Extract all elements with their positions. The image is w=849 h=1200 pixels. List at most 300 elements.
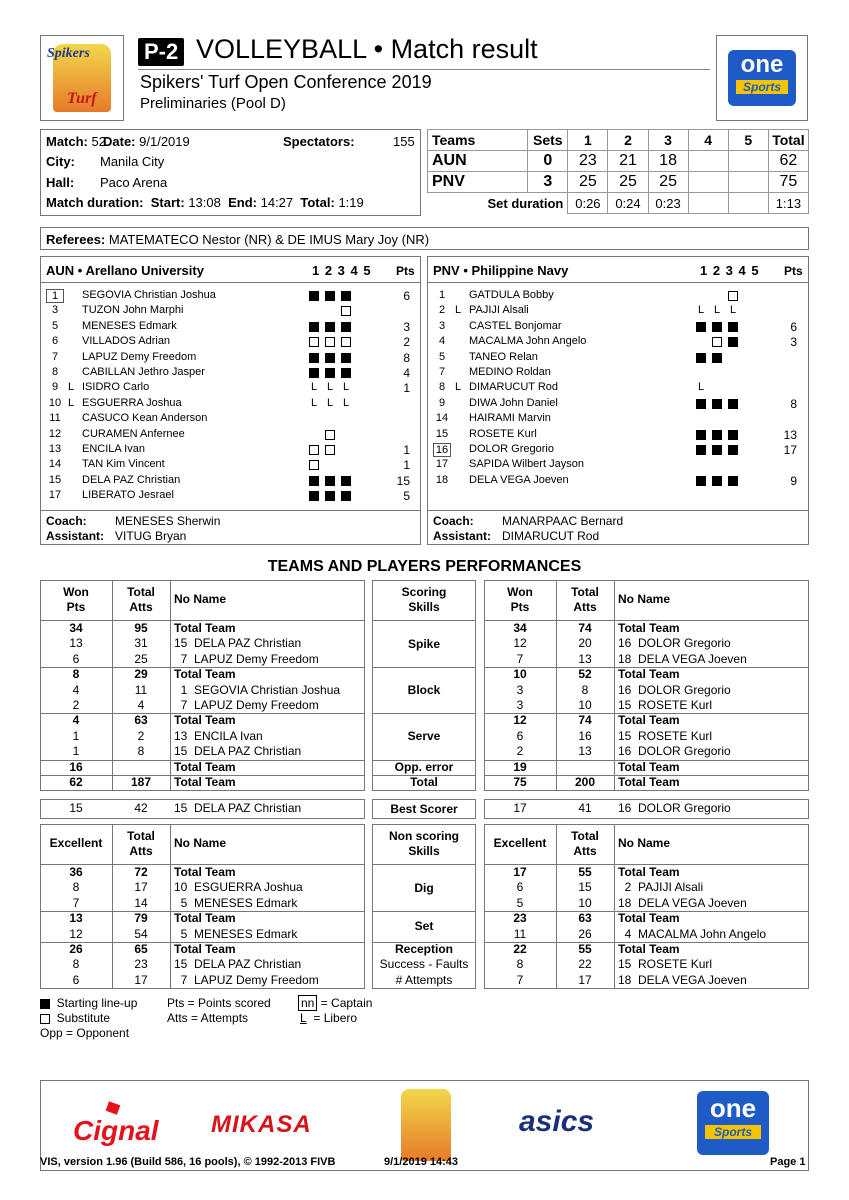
total-value: 8 (137, 744, 145, 759)
player-name: CASUCO Kean Anderson (82, 412, 208, 425)
set-participation (728, 430, 738, 440)
player-row (431, 428, 801, 443)
won-value: 8 (72, 880, 80, 895)
set-participation (712, 322, 722, 332)
player-points: 6 (790, 319, 797, 334)
player-row (431, 351, 801, 366)
set-participation: L (698, 381, 705, 394)
player-name: LIBERATO Jesrael (82, 489, 174, 502)
won-value: 7 (516, 972, 524, 987)
skill-label: Set (414, 919, 434, 934)
player-name: Total Team (618, 621, 680, 635)
player-name: 4 MACALMA John Angelo (618, 926, 767, 941)
player-name: DELA PAZ Christian (82, 473, 181, 486)
one-sports-sponsor-logo: one Sports (697, 1091, 769, 1155)
table-cell: Won (63, 585, 89, 599)
player-number: 6 (51, 335, 59, 348)
won-value: 6 (72, 651, 80, 666)
total-value: 95 (134, 621, 148, 635)
player-name: Total Team (618, 759, 680, 774)
won-value: 11 (513, 926, 527, 941)
won-value: 1 (72, 744, 80, 759)
player-number: 2 (438, 304, 446, 317)
player-name: Total Team (618, 713, 680, 728)
set-participation: L (327, 396, 334, 409)
libero-mark: L (68, 396, 75, 409)
total-value: 42 (134, 801, 148, 816)
table-divider (372, 864, 476, 865)
asics-logo: asics (519, 1105, 595, 1138)
won-value: 13 (69, 636, 83, 651)
total-value: 74 (578, 621, 592, 635)
set-participation (728, 399, 738, 409)
won-value: 26 (69, 942, 83, 956)
player-name: ISIDRO Carlo (82, 381, 150, 394)
table-cell: No Name (174, 592, 227, 606)
skill-label: Opp. error (394, 759, 454, 774)
set-participation (309, 337, 319, 347)
player-number: 16 (433, 443, 451, 457)
won-value: 7 (72, 895, 80, 910)
player-number: 17 (435, 458, 449, 471)
player-row (44, 335, 414, 350)
total-value: 63 (134, 713, 148, 728)
table-divider (170, 824, 171, 989)
won-value: 4 (72, 713, 80, 728)
player-name: Total Team (174, 942, 236, 956)
libero-mark: L (455, 381, 462, 394)
won-value: 19 (513, 759, 527, 774)
player-row (44, 458, 414, 473)
player-row (44, 443, 414, 458)
set-participation (341, 368, 351, 378)
player-number: 1 (438, 289, 446, 301)
player-number: 8 (51, 366, 59, 378)
player-name: 18 DELA VEGA Joeven (618, 972, 747, 987)
team-a-name: AUN • Arellano University (46, 263, 204, 278)
won-value: 2 (72, 698, 80, 712)
table-cell: Non scoring (388, 829, 459, 843)
won-value: 17 (513, 865, 527, 879)
footer-date: 9/1/2019 14:43 (384, 1156, 459, 1168)
table-divider (372, 620, 476, 621)
spikers-turf-logo: Spikers Turf (40, 35, 124, 121)
player-number: 17 (48, 489, 62, 502)
player-name: Total Team (174, 911, 236, 926)
won-value: 12 (513, 713, 527, 728)
player-number: 9 (51, 381, 59, 394)
player-name: 16 DOLOR Gregorio (618, 744, 731, 759)
score-table: Teams Sets 1 2 3 4 5 Total AUN 0 23 21 18 62 PNV 3 25 25 25 75 Set duration 0:26 0:24 0:23 1:13 (427, 129, 809, 214)
total-value: 29 (134, 667, 148, 682)
table-cell: Atts (129, 844, 153, 858)
player-row (431, 335, 801, 350)
player-name: Total Team (174, 865, 236, 879)
set-participation: L (311, 396, 318, 409)
total-value: 22 (578, 957, 592, 972)
set-participation (341, 353, 351, 363)
set-participation (325, 476, 335, 486)
set-participation (341, 291, 351, 301)
table-cell: Skills (408, 844, 440, 858)
player-name: HAIRAMI Marvin (469, 412, 551, 425)
player-name: Total Team (618, 865, 680, 879)
player-row (44, 320, 414, 335)
player-name: 15 ROSETE Kurl (618, 728, 713, 743)
set-participation (696, 353, 706, 363)
table-cell: Atts (573, 844, 597, 858)
total-value: 17 (134, 972, 148, 987)
won-value: 6 (516, 880, 524, 895)
total-value: 17 (134, 880, 148, 895)
player-name: 16 DOLOR Gregorio (618, 682, 731, 697)
set-participation (341, 491, 351, 501)
won-value: 7 (516, 651, 524, 666)
table-cell: Total (127, 585, 155, 599)
phase-name: Preliminaries (Pool D) (140, 95, 286, 112)
player-name: 10 ESGUERRA Joshua (174, 880, 303, 895)
player-number: 18 (435, 473, 449, 486)
total-value: 4 (137, 698, 145, 712)
total-value: 10 (578, 698, 592, 712)
set-participation (325, 291, 335, 301)
player-number: 15 (48, 473, 62, 486)
player-row (44, 489, 414, 504)
player-number: 4 (438, 335, 446, 348)
table-divider (372, 911, 476, 912)
total-value: 25 (134, 651, 148, 666)
table-cell: Pts (510, 600, 530, 614)
one-sports-logo: one Sports (716, 35, 808, 121)
set-participation: L (343, 396, 350, 409)
libero-mark: L (455, 304, 462, 317)
player-points: 8 (790, 396, 797, 411)
skill-label: Serve (407, 729, 441, 743)
player-name: MENESES Edmark (82, 319, 177, 332)
won-value: 22 (513, 942, 527, 956)
won-value: 10 (513, 667, 527, 682)
won-value: 23 (513, 911, 527, 926)
player-row (44, 366, 414, 381)
won-value: 6 (72, 972, 80, 987)
set-participation (712, 353, 722, 363)
player-name: TUZON John Marphi (82, 304, 184, 317)
table-cell: Total (127, 829, 155, 843)
player-points: 15 (396, 473, 410, 488)
set-participation (696, 430, 706, 440)
player-points: 3 (403, 319, 410, 334)
player-row (431, 412, 801, 427)
won-value: 16 (69, 759, 83, 774)
player-points: 5 (403, 489, 410, 504)
player-name: ENCILA Ivan (82, 443, 145, 455)
total-value: 200 (574, 775, 596, 789)
total-value: 13 (578, 651, 592, 666)
player-name: 15 ROSETE Kurl (618, 698, 713, 712)
total-value: 23 (134, 957, 148, 972)
player-name: CASTEL Bonjomar (469, 319, 562, 332)
player-name: DELA VEGA Joeven (469, 473, 569, 486)
player-row (44, 397, 414, 412)
player-name: CABILLAN Jethro Jasper (82, 366, 205, 378)
team-b-name: PNV • Philippine Navy (433, 263, 569, 278)
page-title: VOLLEYBALL • Match result (196, 34, 538, 64)
player-number: 14 (48, 458, 62, 471)
set-participation (728, 476, 738, 486)
set-participation (696, 476, 706, 486)
player-number: 8 (438, 381, 446, 394)
won-value: 36 (69, 865, 83, 879)
player-points: 4 (403, 366, 410, 380)
player-name: Total Team (174, 713, 236, 728)
player-row (431, 381, 801, 396)
table-divider (372, 713, 476, 714)
total-value: 54 (134, 926, 148, 941)
set-participation (309, 368, 319, 378)
set-participation (325, 445, 335, 455)
player-name: CURAMEN Anfernee (82, 427, 185, 440)
won-value: 4 (72, 682, 80, 697)
player-points: 8 (403, 350, 410, 365)
player-number: 15 (435, 427, 449, 440)
player-points: 13 (783, 427, 797, 442)
set-participation (712, 445, 722, 455)
player-number: 7 (51, 350, 59, 363)
total-value: 26 (578, 926, 592, 941)
set-participation (341, 322, 351, 332)
player-name: LAPUZ Demy Freedom (82, 350, 197, 363)
skill-sublabel: # Attempts (395, 972, 453, 987)
player-name: Total Team (618, 942, 680, 956)
set-participation (341, 306, 351, 316)
player-name: 5 MENESES Edmark (174, 926, 298, 941)
player-points: 3 (790, 335, 797, 350)
set-participation (712, 399, 722, 409)
skill-label: Dig (414, 880, 434, 895)
player-name: SEGOVIA Christian Joshua (82, 289, 216, 301)
total-value: 41 (578, 801, 592, 816)
set-participation: L (714, 304, 721, 317)
player-name: DOLOR Gregorio (469, 443, 554, 455)
total-value: 63 (578, 911, 592, 926)
skill-label: Spike (407, 636, 440, 651)
total-value: 55 (578, 942, 592, 956)
player-name: 16 DOLOR Gregorio (618, 801, 731, 816)
report-code: P-2 (138, 38, 184, 66)
set-participation: L (343, 381, 350, 394)
player-name: Total Team (174, 759, 236, 774)
player-row (44, 474, 414, 489)
skill-sublabel: Success - Faults (379, 957, 469, 972)
player-name: Total Team (618, 775, 680, 789)
player-row (44, 289, 414, 304)
table-cell: Total (571, 829, 599, 843)
player-row (431, 397, 801, 412)
set-participation (325, 430, 335, 440)
won-value: 17 (513, 801, 527, 816)
player-name: 2 PAJIJI Alsali (618, 880, 704, 895)
set-participation (309, 460, 319, 470)
table-cell: Skills (408, 600, 440, 614)
won-value: 15 (69, 801, 83, 816)
player-name: MACALMA John Angelo (469, 335, 587, 348)
player-row (44, 304, 414, 319)
total-value: 20 (578, 636, 592, 651)
player-name: GATDULA Bobby (469, 289, 554, 301)
set-participation (728, 322, 738, 332)
player-number: 10 (48, 396, 62, 409)
won-value: 34 (69, 621, 83, 635)
player-name: SAPIDA Wilbert Jayson (469, 458, 584, 471)
player-points: 1 (403, 381, 410, 396)
player-number: 9 (438, 396, 446, 409)
cignal-logo: Cignal (73, 1103, 158, 1151)
player-name: TAN Kim Vincent (82, 458, 165, 471)
player-name: 18 DELA VEGA Joeven (618, 895, 747, 910)
total-value: 13 (578, 744, 592, 759)
player-name: ESGUERRA Joshua (82, 396, 182, 409)
set-participation: L (730, 304, 737, 317)
won-value: 62 (69, 775, 83, 789)
player-name: TANEO Relan (469, 350, 538, 363)
competition-name: Spikers' Turf Open Conference 2019 (140, 72, 432, 92)
player-number: 12 (48, 427, 62, 440)
player-name: Total Team (174, 775, 236, 789)
player-number: 7 (438, 366, 446, 378)
set-participation (325, 491, 335, 501)
footer-version: VIS, version 1.96 (Build 586, 16 pools), © 1992-2013 FIVB (40, 1156, 336, 1168)
won-value: 13 (69, 911, 83, 926)
won-value: 6 (516, 728, 524, 743)
total-value: 16 (578, 728, 592, 743)
set-participation (728, 291, 738, 301)
player-name: 5 MENESES Edmark (174, 895, 298, 910)
player-row (431, 366, 801, 381)
total-value: 17 (578, 972, 592, 987)
set-participation (341, 337, 351, 347)
total-value: 14 (134, 895, 148, 910)
player-row (431, 304, 801, 319)
set-participation (309, 353, 319, 363)
total-value: 72 (134, 865, 148, 879)
won-value: 2 (516, 744, 524, 759)
player-name: 15 DELA PAZ Christian (174, 957, 302, 972)
player-name: Total Team (174, 621, 236, 635)
table-cell: Scoring (401, 585, 447, 599)
player-points: 9 (790, 473, 797, 488)
set-participation (696, 445, 706, 455)
won-value: 12 (69, 926, 83, 941)
total-value: 55 (578, 865, 592, 879)
player-name: 7 LAPUZ Demy Freedom (174, 651, 319, 666)
total-value: 15 (578, 880, 592, 895)
total-value: 2 (137, 728, 145, 743)
player-name: MEDINO Roldan (469, 366, 551, 378)
set-participation (309, 445, 319, 455)
player-name: 1 SEGOVIA Christian Joshua (174, 682, 341, 697)
won-value: 12 (513, 636, 527, 651)
player-points: 17 (783, 443, 797, 457)
player-name: PAJIJI Alsali (469, 304, 529, 317)
set-participation (309, 476, 319, 486)
player-name: 7 LAPUZ Demy Freedom (174, 698, 319, 712)
won-value: 8 (72, 667, 80, 682)
player-name: DIMARUCUT Rod (469, 381, 559, 394)
player-row (431, 320, 801, 335)
skill-label: Total (410, 775, 438, 790)
set-participation: L (698, 304, 705, 317)
player-number: 5 (438, 350, 446, 363)
total-value: 79 (134, 911, 148, 926)
player-number: 14 (435, 412, 449, 425)
set-participation (325, 322, 335, 332)
total-value: 11 (134, 682, 148, 697)
set-participation (341, 476, 351, 486)
player-points: 2 (403, 335, 410, 350)
table-cell: Atts (573, 600, 597, 614)
set-participation: L (311, 381, 318, 394)
set-participation (309, 491, 319, 501)
player-name: 15 DELA PAZ Christian (174, 636, 302, 651)
set-participation (728, 445, 738, 455)
table-cell: Won (507, 585, 533, 599)
player-name: ROSETE Kurl (469, 427, 537, 440)
libero-mark: L (68, 381, 75, 394)
won-value: 3 (516, 682, 524, 697)
player-points: 1 (403, 458, 410, 473)
total-value: 31 (134, 636, 148, 651)
total-value: 10 (578, 895, 592, 910)
player-name: 7 LAPUZ Demy Freedom (174, 972, 319, 987)
skill-label: Reception (394, 942, 453, 956)
player-name: 16 DOLOR Gregorio (618, 636, 731, 651)
player-number: 3 (438, 319, 446, 332)
player-row (431, 289, 801, 304)
skill-label: Block (407, 682, 441, 697)
table-cell: Pts (66, 600, 86, 614)
table-cell: No Name (618, 836, 671, 850)
player-number: 11 (49, 412, 61, 425)
set-participation: L (327, 381, 334, 394)
set-participation (728, 337, 738, 347)
won-value: 34 (513, 621, 527, 635)
total-value: 187 (130, 775, 152, 789)
total-value: 52 (578, 667, 592, 682)
player-name: 15 DELA PAZ Christian (174, 744, 302, 759)
set-participation (309, 322, 319, 332)
table-cell: Atts (129, 600, 153, 614)
set-participation (696, 322, 706, 332)
set-participation (712, 476, 722, 486)
won-value: 75 (513, 775, 527, 789)
player-name: Total Team (174, 667, 236, 682)
player-name: DIWA John Daniel (469, 396, 558, 409)
mikasa-logo: MIKASA (211, 1111, 312, 1138)
player-row (431, 443, 801, 458)
player-number: 1 (46, 289, 64, 303)
won-value: 8 (72, 957, 80, 972)
best-scorer-label: Best Scorer (390, 802, 458, 817)
set-participation (325, 337, 335, 347)
player-row (44, 381, 414, 396)
player-name: 15 DELA PAZ Christian (174, 801, 302, 816)
player-number: 5 (51, 319, 59, 332)
player-number: 3 (51, 304, 59, 317)
won-value: 1 (72, 728, 80, 743)
footer-page: Page 1 (770, 1156, 806, 1168)
set-participation (325, 368, 335, 378)
player-points: 1 (403, 443, 410, 457)
